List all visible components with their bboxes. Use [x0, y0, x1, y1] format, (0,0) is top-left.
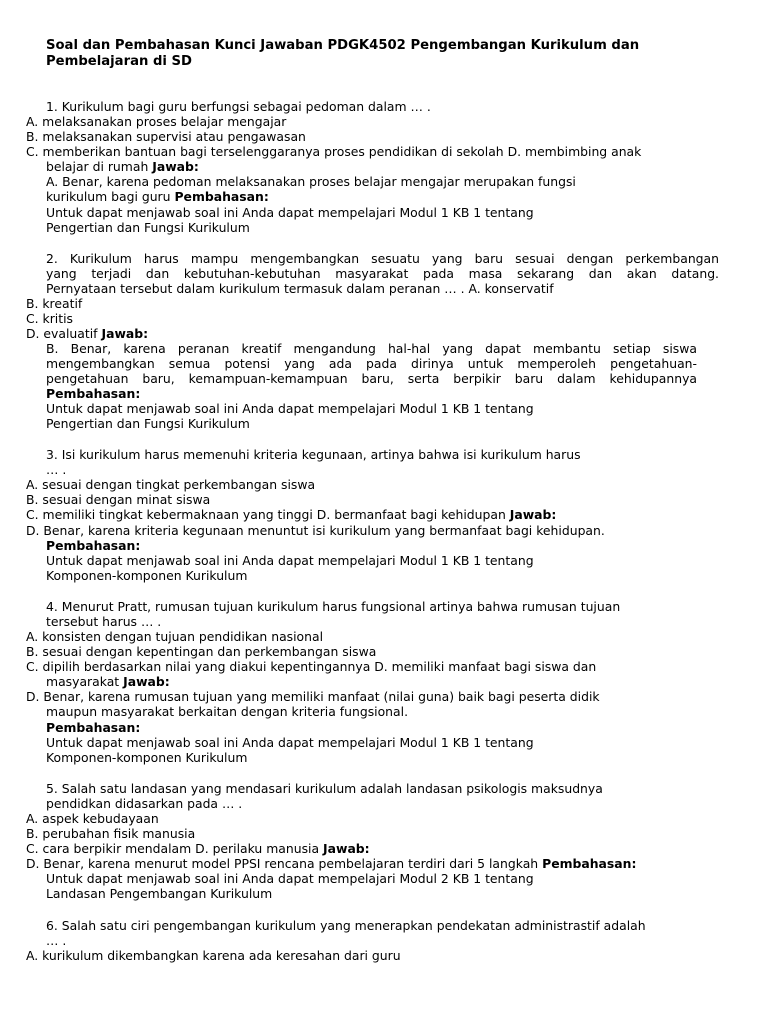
title-line: Pembelajaran di SD — [46, 53, 192, 69]
answer-text: pengetahuan baru, kemampuan-kemampuan baru, serta berpikir baru dalam kehidupannya — [46, 371, 697, 386]
option-line: maupun masyarakat berkaitan dengan kriteria fungsional. — [46, 704, 409, 719]
option-d: D. Benar, karena rumusan tujuan yang memiliki manfaat (nilai guna) baik bagi peserta didik — [26, 689, 600, 704]
study-reference: Untuk dapat menjawab soal ini Anda dapat mempelajari Modul 1 KB 1 tentang — [46, 553, 534, 568]
pembahasan-label: Pembahasan: — [46, 720, 141, 735]
answer-text: B. Benar, karena peranan kreatif mengandung hal-hal yang dapat membantu setiap siswa — [46, 341, 697, 356]
study-reference: Untuk dapat menjawab soal ini Anda dapat mempelajari Modul 1 KB 1 tentang — [46, 735, 534, 750]
option-b: B. kreatif — [26, 296, 83, 311]
option-c: C. kritis — [26, 311, 73, 326]
question-text: pendidkan didasarkan pada … . — [46, 796, 243, 811]
study-topic: Komponen-komponen Kurikulum — [46, 750, 248, 765]
question-text: tersebut harus … . — [46, 614, 162, 629]
study-topic: Landasan Pengembangan Kurikulum — [46, 886, 273, 901]
jawab-label: Jawab: — [509, 507, 557, 522]
study-topic: Komponen-komponen Kurikulum — [46, 568, 248, 583]
answer-text: kurikulum bagi guru Pembahasan: — [46, 189, 269, 204]
jawab-label: Jawab: — [152, 159, 199, 174]
option-c: C. dipilih berdasarkan nilai yang diakui kepentingannya D. memiliki manfaat bagi siswa dan — [26, 659, 597, 674]
question-2: 2. Kurikulum harus mampu mengembangkan sesuatu yang baru sesuai dengan perkembangan — [46, 251, 719, 266]
option-d: D. evaluatif Jawab: — [26, 326, 149, 341]
option-b: B. melaksanakan supervisi atau pengawasan — [26, 129, 306, 144]
option-c: C. memiliki tingkat kebermaknaan yang tinggi D. bermanfaat bagi kehidupan Jawab: — [26, 507, 557, 522]
study-topic: Pengertian dan Fungsi Kurikulum — [46, 220, 250, 235]
question-text: … . — [46, 462, 67, 477]
question-1: 1. Kurikulum bagi guru berfungsi sebagai pedoman dalam … . — [46, 99, 431, 114]
jawab-label: Jawab: — [123, 674, 170, 689]
option-b: B. sesuai dengan minat siswa — [26, 492, 211, 507]
study-topic: Pengertian dan Fungsi Kurikulum — [46, 416, 250, 431]
answer-text: A. Benar, karena pedoman melaksanakan proses belajar mengajar merupakan fungsi — [46, 174, 576, 189]
study-reference: Untuk dapat menjawab soal ini Anda dapat mempelajari Modul 2 KB 1 tentang — [46, 871, 534, 886]
pembahasan-label: Pembahasan: — [46, 386, 141, 401]
option-b: B. sesuai dengan kepentingan dan perkembangan siswa — [26, 644, 377, 659]
option-a: A. sesuai dengan tingkat perkembangan siswa — [26, 477, 316, 492]
option-line: belajar di rumah Jawab: — [46, 159, 199, 174]
question-3: 3. Isi kurikulum harus memenuhi kriteria kegunaan, artinya bahwa isi kurikulum harus — [46, 447, 581, 462]
option-a: A. konsisten dengan tujuan pendidikan nasional — [26, 629, 324, 644]
pembahasan-label: Pembahasan: — [46, 538, 141, 553]
jawab-label: Jawab: — [101, 326, 149, 341]
option-c: C. cara berpikir mendalam D. perilaku manusia Jawab: — [26, 841, 370, 856]
study-reference: Untuk dapat menjawab soal ini Anda dapat mempelajari Modul 1 KB 1 tentang — [46, 205, 534, 220]
pembahasan-label: Pembahasan: — [542, 856, 637, 871]
question-text: Pernyataan tersebut dalam kurikulum termasuk dalam peranan … . A. konservatif — [46, 281, 554, 296]
option-b: B. perubahan fisik manusia — [26, 826, 196, 841]
question-text: … . — [46, 933, 67, 948]
question-4: 4. Menurut Pratt, rumusan tujuan kurikulum harus fungsional artinya bahwa rumusan tujuan — [46, 599, 621, 614]
jawab-label: Jawab: — [323, 841, 370, 856]
question-text: yang terjadi dan kebutuhan-kebutuhan masyarakat pada masa sekarang dan akan datang. — [46, 266, 719, 281]
option-c: C. memberikan bantuan bagi terselenggaranya proses pendidikan di sekolah D. membimbing anak — [26, 144, 642, 159]
option-a: A. melaksanakan proses belajar mengajar — [26, 114, 287, 129]
answer-text: mengembangkan semua potensi yang ada pada dirinya untuk memperoleh pengetahuan- — [46, 356, 697, 371]
document-title — [46, 38, 726, 69]
title-line: Soal dan Pembahasan Kunci Jawaban PDGK4502 Pengembangan Kurikulum dan — [46, 38, 640, 53]
option-d: D. Benar, karena kriteria kegunaan menuntut isi kurikulum yang bermanfaat bagi kehidupan. — [26, 523, 605, 538]
option-d: D. Benar, karena menurut model PPSI rencana pembelajaran terdiri dari 5 langkah Pembahasan: — [26, 856, 637, 871]
question-6: 6. Salah satu ciri pengembangan kurikulum yang menerapkan pendekatan administrastif adalah — [46, 918, 646, 933]
pembahasan-label: Pembahasan: — [174, 189, 269, 204]
option-a: A. kurikulum dikembangkan karena ada keresahan dari guru — [26, 948, 401, 963]
study-reference: Untuk dapat menjawab soal ini Anda dapat mempelajari Modul 1 KB 1 tentang — [46, 401, 534, 416]
question-5: 5. Salah satu landasan yang mendasari kurikulum adalah landasan psikologis maksudnya — [46, 781, 603, 796]
option-a: A. aspek kebudayaan — [26, 811, 159, 826]
option-line: masyarakat Jawab: — [46, 674, 170, 689]
